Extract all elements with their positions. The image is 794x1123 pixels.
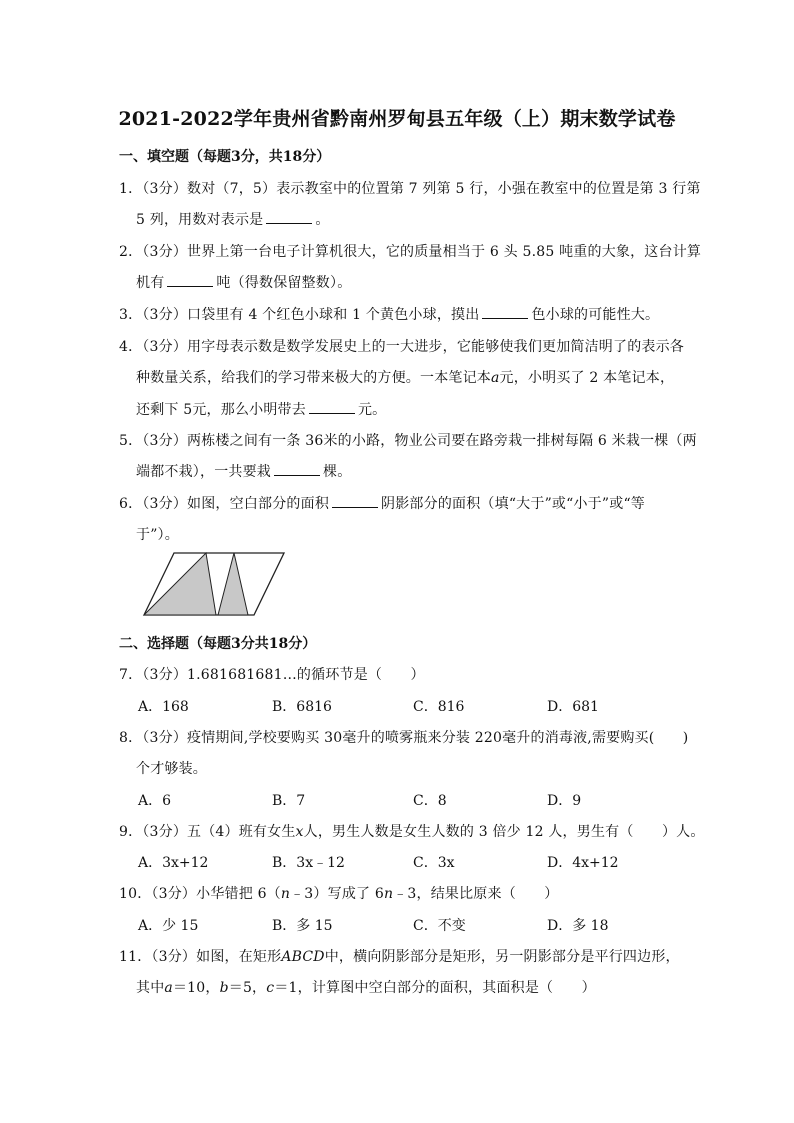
q6-line2: 于”）。 xyxy=(136,527,179,543)
q6-line1: 6．（3分）如图，空白部分的面积 阴影部分的面积（填“大于”或“小于”或“等 xyxy=(119,496,646,512)
q11-line1: 11．（3分）如图，在矩形ABCD中，横向阴影部分是矩形，另一阴影部分是平行四边形， xyxy=(119,949,680,965)
q10-option-d[interactable]: D．多 18 xyxy=(547,918,609,934)
exam-title: 2021-2022学年贵州省黔南州罗甸县五年级（上）期末数学试卷 xyxy=(118,108,676,130)
q6-answer-blank[interactable] xyxy=(332,495,378,508)
q9-option-d[interactable]: D．4x+12 xyxy=(547,855,619,871)
q8-option-a[interactable]: A．6 xyxy=(138,793,172,809)
q9-option-b[interactable]: B．3x﹣12 xyxy=(272,855,345,871)
q10-stem: 10．（3分）小华错把 6（n﹣3）写成了 6n﹣3，结果比原来（ ） xyxy=(119,886,559,902)
q9-option-c[interactable]: C．3x xyxy=(413,855,455,871)
q2-line1: 2．（3分）世界上第一台电子计算机很大，它的质量相当于 6 头 5.85 吨重的大象，这台计算 xyxy=(119,244,702,260)
parallelogram-figure xyxy=(140,550,290,620)
section-1-heading: 一、填空题（每题3分，共18分） xyxy=(119,149,331,165)
q7-option-b[interactable]: B．6816 xyxy=(272,699,332,715)
shaded-triangle-right xyxy=(218,553,248,615)
q10-option-a[interactable]: A．少 15 xyxy=(138,918,199,934)
q4-line1: 4．（3分）用字母表示数是数学发展史上的一大进步，它能够使我们更加简洁明了的表示各 xyxy=(119,339,685,355)
section-2-heading: 二、选择题（每题3分共18分） xyxy=(119,636,317,652)
q9-option-a[interactable]: A．3x+12 xyxy=(138,855,209,871)
q5-line2: 端都不栽），一共要栽 棵。 xyxy=(136,464,352,480)
q2-answer-blank[interactable] xyxy=(167,274,213,287)
q3-line1: 3．（3分）口袋里有 4 个红色小球和 1 个黄色小球，摸出 色小球的可能性大。 xyxy=(119,307,660,323)
q4-line2: 种数量关系，给我们的学习带来极大的方便。一本笔记本a元，小明买了 2 本笔记本， xyxy=(136,370,675,386)
q8-line2: 个才够装。 xyxy=(136,761,207,777)
q7-option-d[interactable]: D．681 xyxy=(547,699,599,715)
q4-line3: 还剩下 5元，那么小明带去 元。 xyxy=(136,402,387,418)
q7-option-c[interactable]: C．816 xyxy=(413,699,465,715)
q3-answer-blank[interactable] xyxy=(482,306,528,319)
q9-stem: 9．（3分）五（4）班有女生x人，男生人数是女生人数的 3 倍少 12 人，男生有（ ）人。 xyxy=(119,824,705,840)
q8-option-d[interactable]: D．9 xyxy=(547,793,582,809)
q4-answer-blank[interactable] xyxy=(309,401,355,414)
q8-line1: 8．（3分）疫情期间,学校要购买 30毫升的喷雾瓶来分装 220毫升的消毒液,需要购买( ) xyxy=(119,730,689,746)
q1-line2: 5 列，用数对表示是 。 xyxy=(136,212,330,228)
q1-answer-blank[interactable] xyxy=(266,211,312,224)
q10-option-c[interactable]: C．不变 xyxy=(413,918,466,934)
q2-line2: 机有 吨（得数保留整数）。 xyxy=(136,275,352,291)
q1-line1: 1．（3分）数对（7，5）表示教室中的位置第 7 列第 5 行，小强在教室中的位置是第 3 行第 xyxy=(119,181,701,197)
q8-option-b[interactable]: B．7 xyxy=(272,793,306,809)
shaded-triangle-left xyxy=(144,553,216,615)
q5-answer-blank[interactable] xyxy=(274,463,320,476)
q11-line2: 其中a＝10，b＝5，c＝1，计算图中空白部分的面积，其面积是（ ） xyxy=(136,980,596,996)
q7-stem: 7．（3分）1.681681681…的循环节是（ ） xyxy=(119,667,425,683)
q7-option-a[interactable]: A．168 xyxy=(138,699,189,715)
q10-option-b[interactable]: B．多 15 xyxy=(272,918,333,934)
q8-option-c[interactable]: C．8 xyxy=(413,793,447,809)
q5-line1: 5．（3分）两栋楼之间有一条 36米的小路，物业公司要在路旁栽一排树每隔 6 米栽一棵（两 xyxy=(119,433,697,449)
